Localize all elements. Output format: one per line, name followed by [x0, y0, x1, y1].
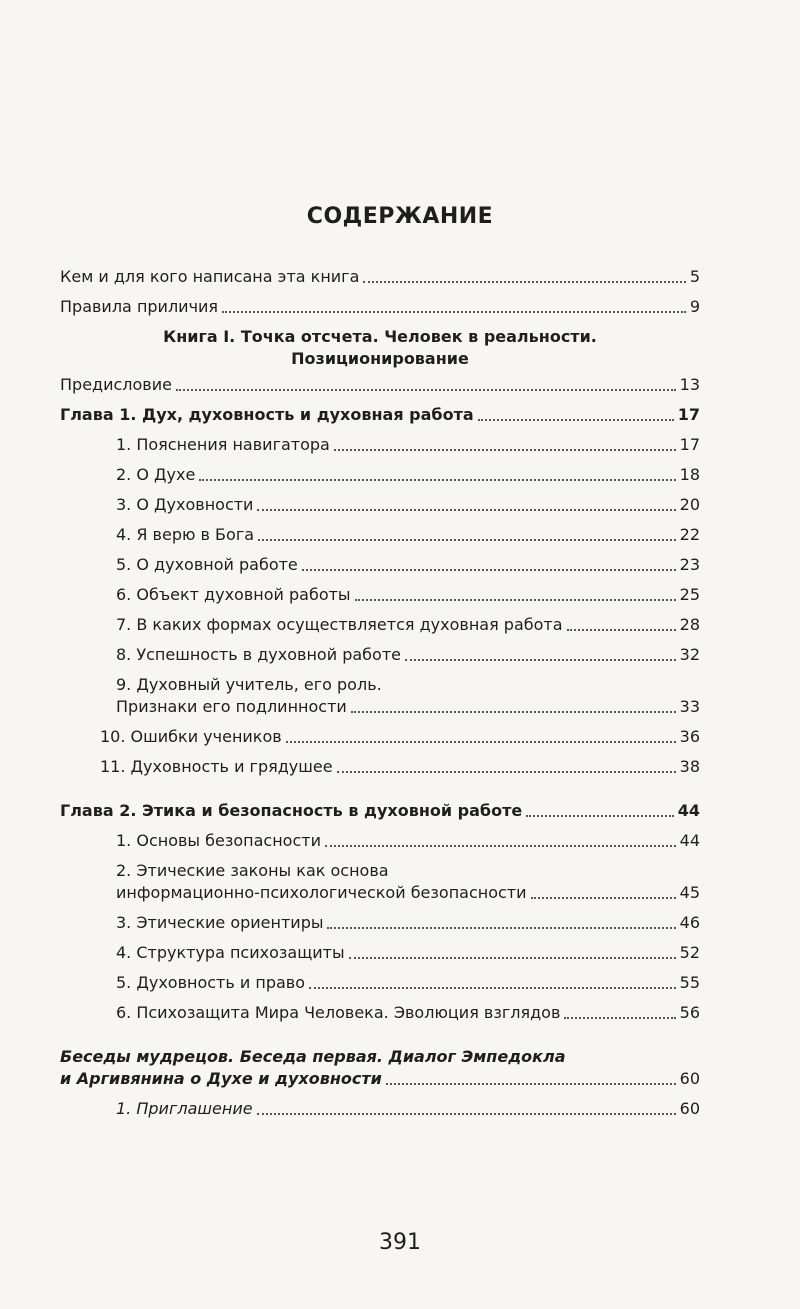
table-of-contents: [60, 266, 700, 1128]
leader-dots: [564, 1017, 675, 1019]
toc-entry-page: 9: [689, 297, 700, 316]
section-entry: [60, 434, 700, 456]
leader-dots: [567, 629, 676, 631]
dialogue-title-line2: и Аргивянина о Духе и духовности: [60, 1069, 382, 1088]
section-page: 38: [679, 757, 700, 776]
section-entry: [60, 830, 700, 852]
chapter-page: 44: [677, 801, 700, 820]
section-page: 36: [679, 727, 700, 746]
leader-dots: [199, 479, 675, 481]
section-page: 22: [679, 525, 700, 544]
leader-dots: [325, 845, 676, 847]
section-entry: [60, 614, 700, 636]
book-heading-line2: Позиционирование: [291, 349, 469, 368]
leader-dots: [349, 957, 676, 959]
leader-dots: [222, 311, 686, 313]
chapter-page: 17: [677, 405, 700, 424]
section-page: 32: [679, 645, 700, 664]
leader-dots: [302, 569, 676, 571]
leader-dots: [334, 449, 676, 451]
section-entry: [60, 554, 700, 576]
section-page: 45: [679, 883, 700, 902]
leader-dots: [337, 771, 676, 773]
section-title: 5. Духовность и право: [116, 973, 306, 992]
section-entry: [60, 1002, 700, 1024]
leader-dots: [386, 1083, 676, 1085]
leader-dots: [478, 419, 674, 421]
section-title: 4. Я верю в Бога: [116, 525, 255, 544]
section-entry: [60, 912, 700, 934]
section-title: 2. О Духе: [116, 465, 196, 484]
section-page: 52: [679, 943, 700, 962]
toc-entry: [60, 374, 700, 396]
toc-entry-title: Кем и для кого написана эта книга: [60, 267, 360, 286]
leader-dots: [363, 281, 685, 283]
section-title-line2: Признаки его подлинности: [116, 697, 347, 716]
section-page: 56: [679, 1003, 700, 1022]
leader-dots: [355, 599, 676, 601]
section-title: 3. О Духовности: [116, 495, 254, 514]
section-page: 33: [679, 697, 700, 716]
section-title: 11. Духовность и грядушее: [100, 757, 333, 776]
section-entry: [60, 1098, 700, 1120]
section-page: 20: [679, 495, 700, 514]
toc-entry-title: Предисловие: [60, 375, 172, 394]
section-title: 1. Пояснения навигатора: [116, 435, 330, 454]
section-entry: [60, 584, 700, 606]
section-entry: [60, 972, 700, 994]
section-page: 44: [679, 831, 700, 850]
leader-dots: [309, 987, 676, 989]
toc-entry: [60, 266, 700, 288]
book-heading-line1: Книга I. Точка отсчета. Человек в реальности.: [163, 327, 597, 346]
leader-dots: [176, 389, 676, 391]
leader-dots: [405, 659, 676, 661]
page-title: СОДЕРЖАНИЕ: [306, 204, 494, 229]
book-heading: [60, 326, 700, 370]
leader-dots: [286, 741, 676, 743]
section-entry: [60, 726, 700, 748]
chapter-entry: [60, 800, 700, 822]
section-title: 1. Основы безопасности: [116, 831, 321, 850]
section-title-line2: информационно-психологической безопасности: [116, 883, 527, 902]
section-entry: [60, 756, 700, 778]
dialogue-page: 60: [679, 1069, 700, 1088]
section-title: 7. В каких формах осуществляется духовная работа: [116, 615, 563, 634]
leader-dots: [257, 509, 675, 511]
section-title: 10. Ошибки учеников: [100, 727, 282, 746]
chapter-title: Глава 2. Этика и безопасность в духовной работе: [60, 801, 523, 820]
section-title-line1: 9. Духовный учитель, его роль.: [116, 675, 382, 694]
page-number: 391: [379, 1230, 421, 1255]
leader-dots: [531, 897, 676, 899]
section-entry: [60, 674, 700, 718]
section-page: 55: [679, 973, 700, 992]
section-entry: [60, 524, 700, 546]
section-title: 1. Приглашение: [116, 1099, 253, 1118]
leader-dots: [257, 1113, 676, 1115]
toc-entry-title: Правила приличия: [60, 297, 219, 316]
section-title: 6. Объект духовной работы: [116, 585, 351, 604]
section-entry: [60, 464, 700, 486]
leader-dots: [526, 815, 674, 817]
chapter-entry: [60, 404, 700, 426]
section-title: 5. О духовной работе: [116, 555, 298, 574]
section-entry: [60, 494, 700, 516]
section-title: 3. Этические ориентиры: [116, 913, 324, 932]
dialogue-title-line1: Беседы мудрецов. Беседа первая. Диалог Эмпедокла: [60, 1047, 566, 1066]
leader-dots: [327, 927, 675, 929]
dialogue-entry: [60, 1046, 700, 1090]
section-title: 4. Структура психозащиты: [116, 943, 345, 962]
section-page: 28: [679, 615, 700, 634]
section-entry: [60, 860, 700, 904]
leader-dots: [351, 711, 676, 713]
toc-entry: [60, 296, 700, 318]
section-entry: [60, 644, 700, 666]
section-page: 46: [679, 913, 700, 932]
section-title: 6. Психозащита Мира Человека. Эволюция взглядов: [116, 1003, 561, 1022]
section-page: 17: [679, 435, 700, 454]
leader-dots: [258, 539, 676, 541]
section-page: 25: [679, 585, 700, 604]
section-page: 18: [679, 465, 700, 484]
section-title: 8. Успешность в духовной работе: [116, 645, 401, 664]
section-title-line1: 2. Этические законы как основа: [116, 861, 389, 880]
toc-entry-page: 5: [689, 267, 700, 286]
section-page: 60: [679, 1099, 700, 1118]
section-entry: [60, 942, 700, 964]
section-page: 23: [679, 555, 700, 574]
toc-entry-page: 13: [679, 375, 700, 394]
chapter-title: Глава 1. Дух, духовность и духовная работа: [60, 405, 474, 424]
